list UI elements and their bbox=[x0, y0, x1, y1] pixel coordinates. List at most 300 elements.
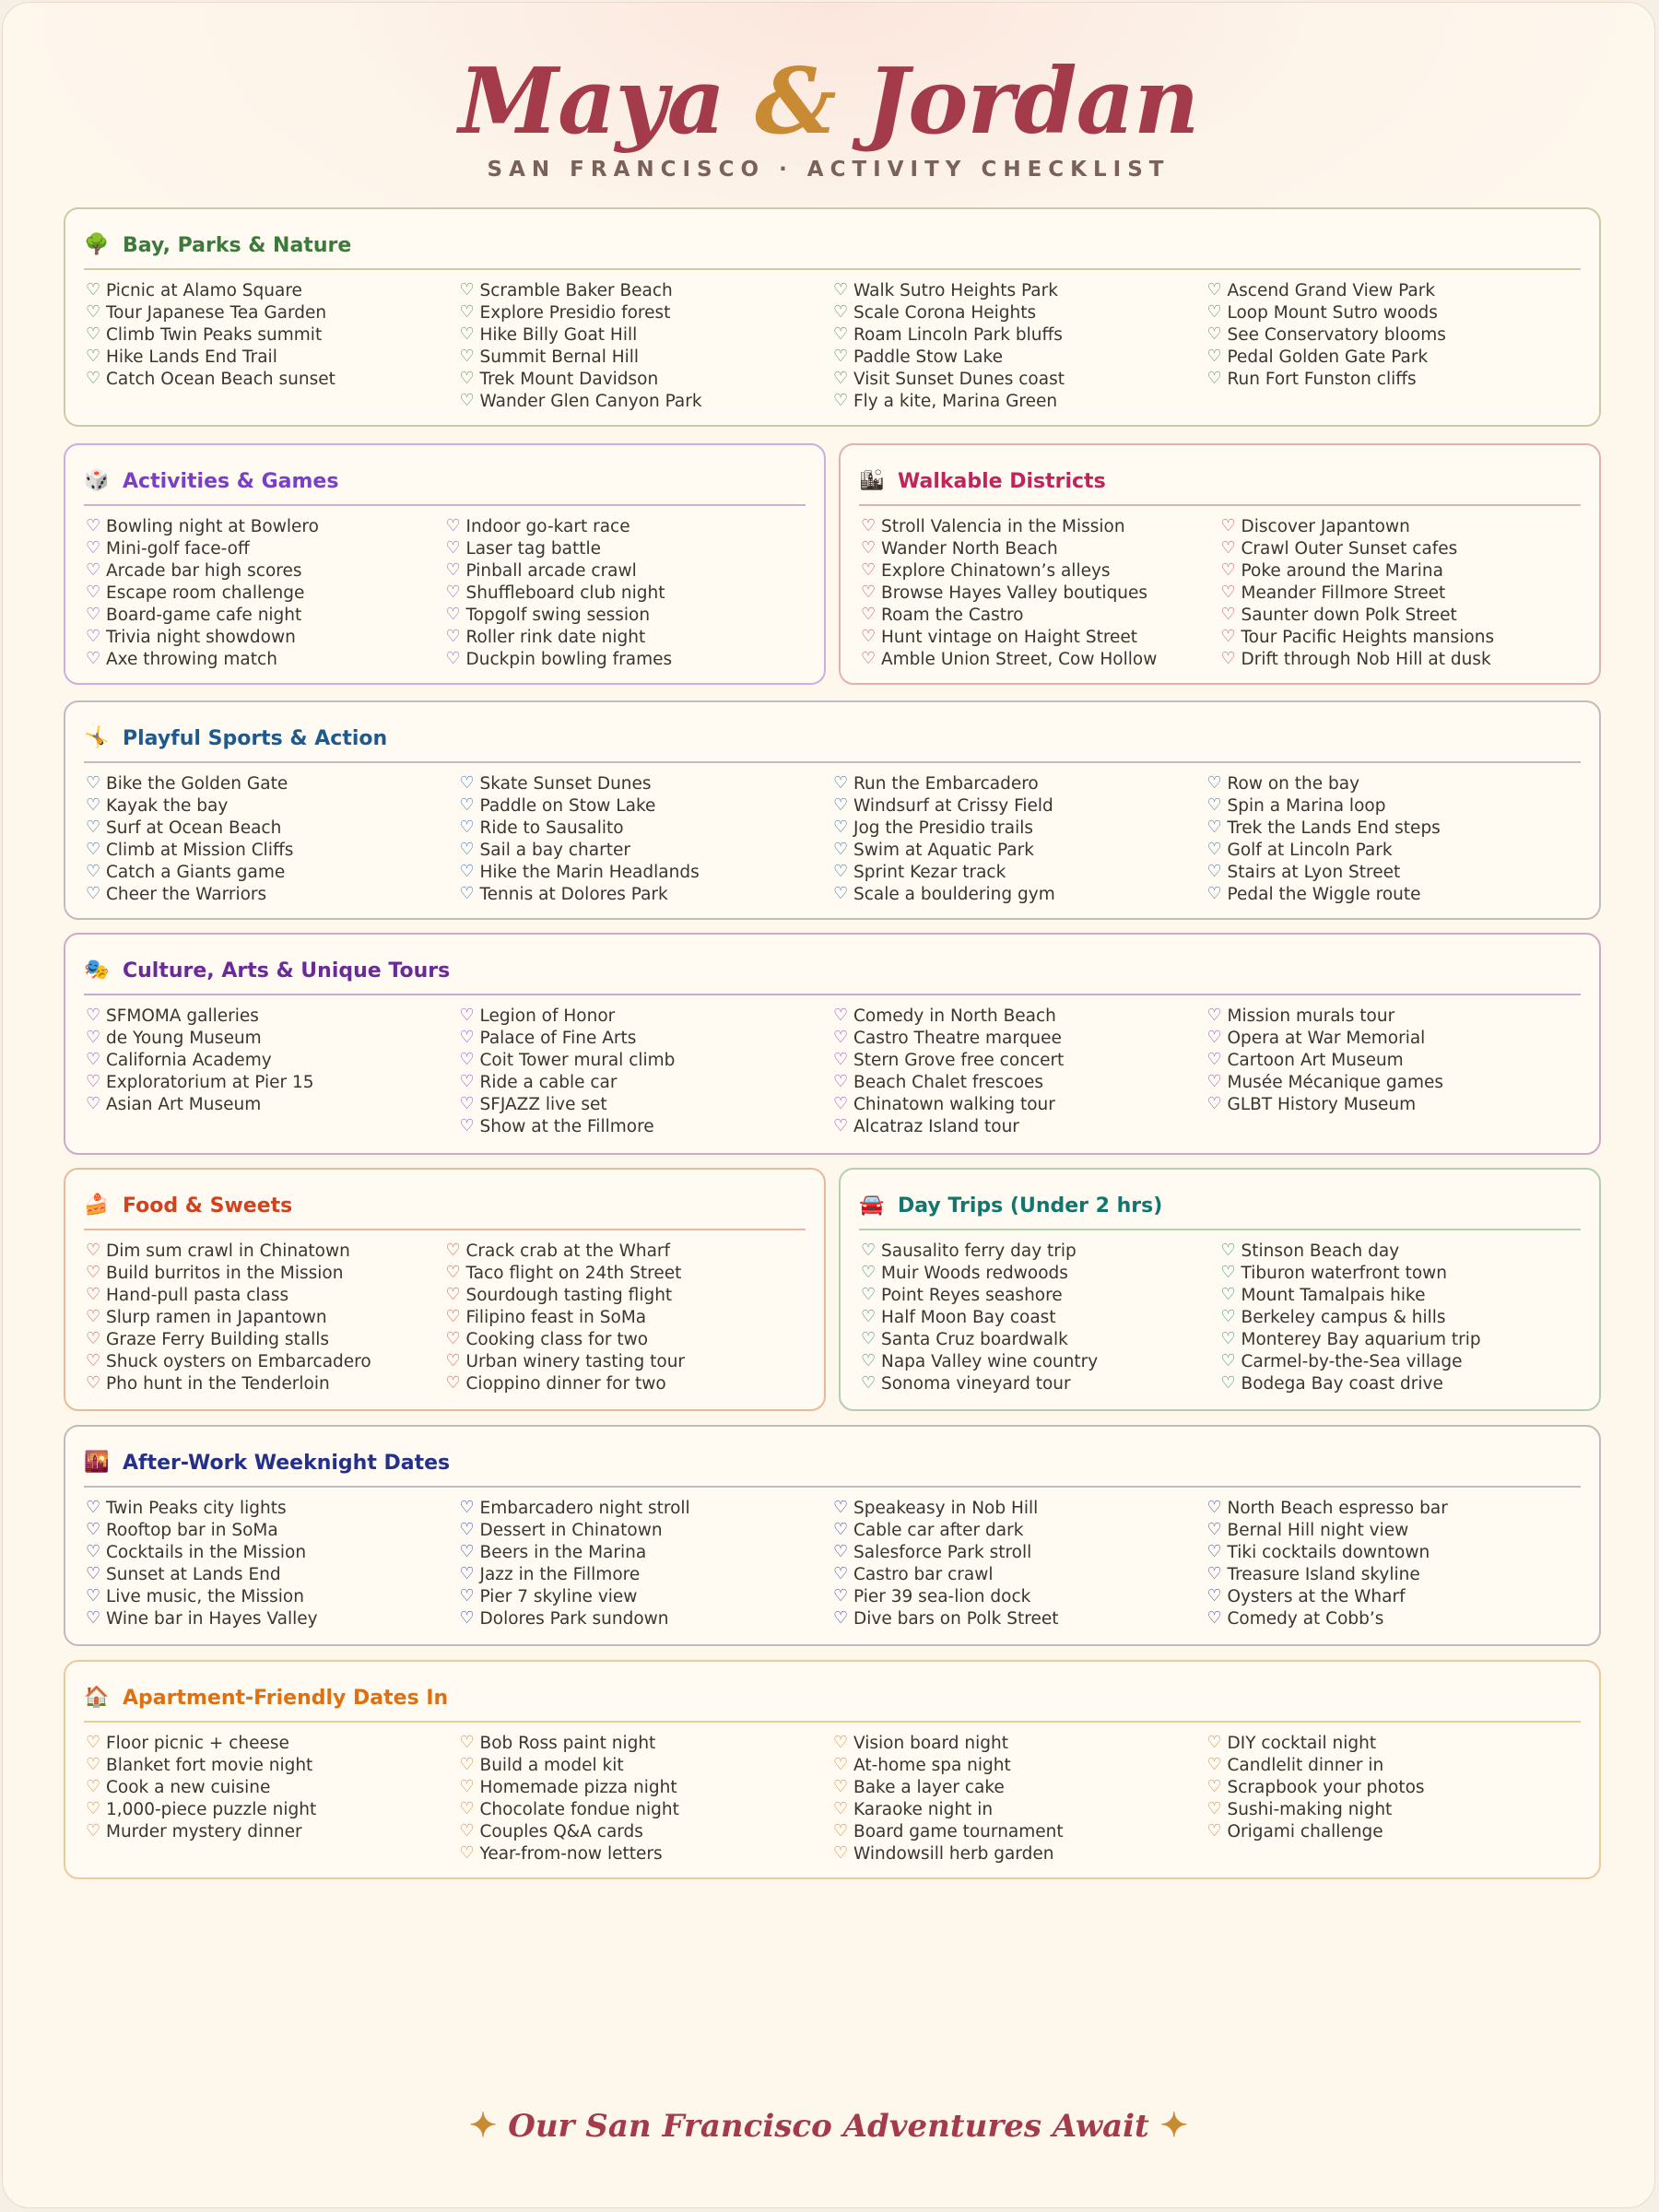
checklist-item[interactable] bbox=[1207, 1607, 1582, 1630]
heart-checkbox-icon[interactable]: ♡ bbox=[833, 1821, 849, 1841]
heart-checkbox-icon[interactable]: ♡ bbox=[861, 627, 877, 646]
heart-checkbox-icon[interactable]: ♡ bbox=[1206, 795, 1222, 815]
checklist-item[interactable] bbox=[86, 1732, 460, 1754]
checklist-item[interactable] bbox=[446, 582, 806, 604]
heart-checkbox-icon[interactable]: ♡ bbox=[445, 538, 461, 558]
heart-checkbox-icon[interactable]: ♡ bbox=[459, 1777, 475, 1796]
checklist-item[interactable] bbox=[460, 301, 834, 324]
heart-checkbox-icon[interactable]: ♡ bbox=[833, 1006, 849, 1025]
heart-checkbox-icon[interactable]: ♡ bbox=[861, 582, 877, 602]
checklist-item[interactable] bbox=[833, 883, 1207, 905]
checklist-item[interactable] bbox=[833, 1027, 1207, 1049]
checklist-item[interactable] bbox=[86, 1306, 446, 1328]
heart-checkbox-icon[interactable]: ♡ bbox=[1220, 649, 1236, 668]
heart-checkbox-icon[interactable]: ♡ bbox=[1206, 1498, 1222, 1517]
heart-checkbox-icon[interactable]: ♡ bbox=[445, 560, 461, 580]
checklist-item[interactable] bbox=[1207, 772, 1582, 794]
heart-checkbox-icon[interactable]: ♡ bbox=[1220, 1285, 1236, 1304]
checklist-item[interactable] bbox=[1221, 1306, 1582, 1328]
checklist-item[interactable] bbox=[460, 1776, 834, 1798]
checklist-item[interactable] bbox=[1221, 1372, 1582, 1394]
checklist-item[interactable] bbox=[460, 861, 834, 883]
heart-checkbox-icon[interactable]: ♡ bbox=[833, 1608, 849, 1628]
heart-checkbox-icon[interactable]: ♡ bbox=[1206, 862, 1222, 881]
heart-checkbox-icon[interactable]: ♡ bbox=[459, 884, 475, 903]
checklist-item[interactable] bbox=[86, 648, 446, 670]
heart-checkbox-icon[interactable]: ♡ bbox=[459, 1028, 475, 1047]
checklist-item[interactable] bbox=[1221, 648, 1582, 670]
checklist-item[interactable] bbox=[1207, 1541, 1582, 1563]
heart-checkbox-icon[interactable]: ♡ bbox=[1220, 1329, 1236, 1348]
checklist-item[interactable] bbox=[833, 1071, 1207, 1093]
checklist-item[interactable] bbox=[460, 1798, 834, 1820]
checklist-item[interactable] bbox=[861, 1240, 1221, 1262]
checklist-item[interactable] bbox=[446, 1328, 806, 1350]
checklist-item[interactable] bbox=[460, 1820, 834, 1842]
heart-checkbox-icon[interactable]: ♡ bbox=[833, 818, 849, 837]
checklist-item[interactable] bbox=[446, 1350, 806, 1372]
heart-checkbox-icon[interactable]: ♡ bbox=[86, 605, 101, 624]
heart-checkbox-icon[interactable]: ♡ bbox=[459, 1520, 475, 1539]
heart-checkbox-icon[interactable]: ♡ bbox=[459, 1116, 475, 1135]
heart-checkbox-icon[interactable]: ♡ bbox=[445, 1351, 461, 1371]
checklist-item[interactable] bbox=[833, 1754, 1207, 1776]
checklist-item[interactable] bbox=[1207, 794, 1582, 817]
checklist-item[interactable] bbox=[1221, 515, 1582, 537]
heart-checkbox-icon[interactable]: ♡ bbox=[445, 605, 461, 624]
heart-checkbox-icon[interactable]: ♡ bbox=[1206, 1733, 1222, 1752]
heart-checkbox-icon[interactable]: ♡ bbox=[445, 1263, 461, 1282]
checklist-item[interactable] bbox=[460, 1071, 834, 1093]
checklist-item[interactable] bbox=[833, 1541, 1207, 1563]
heart-checkbox-icon[interactable]: ♡ bbox=[445, 1307, 461, 1326]
heart-checkbox-icon[interactable]: ♡ bbox=[445, 1373, 461, 1393]
heart-checkbox-icon[interactable]: ♡ bbox=[1220, 605, 1236, 624]
heart-checkbox-icon[interactable]: ♡ bbox=[86, 516, 101, 535]
heart-checkbox-icon[interactable]: ♡ bbox=[1220, 582, 1236, 602]
heart-checkbox-icon[interactable]: ♡ bbox=[833, 1799, 849, 1818]
heart-checkbox-icon[interactable]: ♡ bbox=[86, 1050, 101, 1069]
checklist-item[interactable] bbox=[446, 1284, 806, 1306]
checklist-item[interactable] bbox=[86, 626, 446, 648]
heart-checkbox-icon[interactable]: ♡ bbox=[86, 1329, 101, 1348]
checklist-item[interactable] bbox=[446, 604, 806, 626]
heart-checkbox-icon[interactable]: ♡ bbox=[1206, 1608, 1222, 1628]
checklist-item[interactable] bbox=[1221, 604, 1582, 626]
checklist-item[interactable] bbox=[86, 1820, 460, 1842]
heart-checkbox-icon[interactable]: ♡ bbox=[861, 1307, 877, 1326]
heart-checkbox-icon[interactable]: ♡ bbox=[1220, 560, 1236, 580]
heart-checkbox-icon[interactable]: ♡ bbox=[86, 347, 101, 366]
checklist-item[interactable] bbox=[861, 515, 1221, 537]
heart-checkbox-icon[interactable]: ♡ bbox=[459, 773, 475, 793]
checklist-item[interactable] bbox=[833, 817, 1207, 839]
checklist-item[interactable] bbox=[833, 839, 1207, 861]
checklist-item[interactable] bbox=[1221, 1240, 1582, 1262]
checklist-item[interactable] bbox=[1207, 1497, 1582, 1519]
checklist-item[interactable] bbox=[86, 279, 460, 301]
heart-checkbox-icon[interactable]: ♡ bbox=[86, 560, 101, 580]
checklist-item[interactable] bbox=[86, 1607, 460, 1630]
checklist-item[interactable] bbox=[460, 883, 834, 905]
heart-checkbox-icon[interactable]: ♡ bbox=[861, 605, 877, 624]
checklist-item[interactable] bbox=[460, 1115, 834, 1137]
checklist-item[interactable] bbox=[460, 1093, 834, 1115]
checklist-item[interactable] bbox=[446, 1306, 806, 1328]
heart-checkbox-icon[interactable]: ♡ bbox=[459, 862, 475, 881]
heart-checkbox-icon[interactable]: ♡ bbox=[459, 1843, 475, 1863]
checklist-item[interactable] bbox=[1207, 1798, 1582, 1820]
heart-checkbox-icon[interactable]: ♡ bbox=[459, 1799, 475, 1818]
heart-checkbox-icon[interactable]: ♡ bbox=[86, 1564, 101, 1583]
checklist-item[interactable] bbox=[86, 1497, 460, 1519]
checklist-item[interactable] bbox=[446, 537, 806, 559]
checklist-item[interactable] bbox=[861, 537, 1221, 559]
heart-checkbox-icon[interactable]: ♡ bbox=[86, 884, 101, 903]
heart-checkbox-icon[interactable]: ♡ bbox=[86, 1094, 101, 1113]
checklist-item[interactable] bbox=[833, 346, 1207, 368]
checklist-item[interactable] bbox=[1221, 582, 1582, 604]
checklist-item[interactable] bbox=[460, 368, 834, 390]
heart-checkbox-icon[interactable]: ♡ bbox=[459, 1586, 475, 1606]
checklist-item[interactable] bbox=[460, 1607, 834, 1630]
checklist-item[interactable] bbox=[833, 1497, 1207, 1519]
heart-checkbox-icon[interactable]: ♡ bbox=[86, 862, 101, 881]
checklist-item[interactable] bbox=[86, 817, 460, 839]
checklist-item[interactable] bbox=[460, 1563, 834, 1585]
checklist-item[interactable] bbox=[1221, 537, 1582, 559]
heart-checkbox-icon[interactable]: ♡ bbox=[1206, 324, 1222, 344]
checklist-item[interactable] bbox=[86, 1563, 460, 1585]
heart-checkbox-icon[interactable]: ♡ bbox=[833, 1777, 849, 1796]
heart-checkbox-icon[interactable]: ♡ bbox=[459, 1050, 475, 1069]
checklist-item[interactable] bbox=[86, 1798, 460, 1820]
checklist-item[interactable] bbox=[833, 1005, 1207, 1027]
heart-checkbox-icon[interactable]: ♡ bbox=[445, 582, 461, 602]
checklist-item[interactable] bbox=[833, 1776, 1207, 1798]
checklist-item[interactable] bbox=[1207, 1519, 1582, 1541]
heart-checkbox-icon[interactable]: ♡ bbox=[459, 1733, 475, 1752]
checklist-item[interactable] bbox=[86, 537, 446, 559]
checklist-item[interactable] bbox=[86, 1372, 446, 1394]
checklist-item[interactable] bbox=[446, 559, 806, 582]
checklist-item[interactable] bbox=[1221, 626, 1582, 648]
heart-checkbox-icon[interactable]: ♡ bbox=[833, 795, 849, 815]
checklist-item[interactable] bbox=[86, 301, 460, 324]
heart-checkbox-icon[interactable]: ♡ bbox=[833, 773, 849, 793]
heart-checkbox-icon[interactable]: ♡ bbox=[833, 884, 849, 903]
checklist-item[interactable] bbox=[861, 1350, 1221, 1372]
checklist-item[interactable] bbox=[833, 1115, 1207, 1137]
heart-checkbox-icon[interactable]: ♡ bbox=[1206, 369, 1222, 388]
heart-checkbox-icon[interactable]: ♡ bbox=[459, 302, 475, 322]
heart-checkbox-icon[interactable]: ♡ bbox=[833, 1094, 849, 1113]
checklist-item[interactable] bbox=[833, 794, 1207, 817]
checklist-item[interactable] bbox=[446, 626, 806, 648]
heart-checkbox-icon[interactable]: ♡ bbox=[833, 1072, 849, 1091]
checklist-item[interactable] bbox=[833, 1519, 1207, 1541]
checklist-item[interactable] bbox=[1221, 559, 1582, 582]
heart-checkbox-icon[interactable]: ♡ bbox=[86, 1006, 101, 1025]
heart-checkbox-icon[interactable]: ♡ bbox=[833, 280, 849, 300]
checklist-item[interactable] bbox=[1207, 1820, 1582, 1842]
checklist-item[interactable] bbox=[833, 1585, 1207, 1607]
checklist-item[interactable] bbox=[86, 1027, 460, 1049]
checklist-item[interactable] bbox=[833, 301, 1207, 324]
checklist-item[interactable] bbox=[1207, 301, 1582, 324]
checklist-item[interactable] bbox=[833, 1842, 1207, 1865]
heart-checkbox-icon[interactable]: ♡ bbox=[861, 516, 877, 535]
heart-checkbox-icon[interactable]: ♡ bbox=[1206, 1821, 1222, 1841]
heart-checkbox-icon[interactable]: ♡ bbox=[459, 1542, 475, 1561]
heart-checkbox-icon[interactable]: ♡ bbox=[459, 1608, 475, 1628]
checklist-item[interactable] bbox=[460, 1732, 834, 1754]
checklist-item[interactable] bbox=[861, 1262, 1221, 1284]
heart-checkbox-icon[interactable]: ♡ bbox=[459, 795, 475, 815]
heart-checkbox-icon[interactable]: ♡ bbox=[86, 1072, 101, 1091]
heart-checkbox-icon[interactable]: ♡ bbox=[1206, 1050, 1222, 1069]
checklist-item[interactable] bbox=[460, 390, 834, 412]
heart-checkbox-icon[interactable]: ♡ bbox=[1206, 840, 1222, 859]
checklist-item[interactable] bbox=[861, 1372, 1221, 1394]
heart-checkbox-icon[interactable]: ♡ bbox=[86, 1263, 101, 1282]
checklist-item[interactable] bbox=[1207, 1732, 1582, 1754]
checklist-item[interactable] bbox=[460, 1754, 834, 1776]
checklist-item[interactable] bbox=[86, 1093, 460, 1115]
heart-checkbox-icon[interactable]: ♡ bbox=[86, 649, 101, 668]
checklist-item[interactable] bbox=[861, 1328, 1221, 1350]
heart-checkbox-icon[interactable]: ♡ bbox=[1206, 1072, 1222, 1091]
heart-checkbox-icon[interactable]: ♡ bbox=[445, 1285, 461, 1304]
checklist-item[interactable] bbox=[1207, 1071, 1582, 1093]
checklist-item[interactable] bbox=[833, 1093, 1207, 1115]
heart-checkbox-icon[interactable]: ♡ bbox=[86, 324, 101, 344]
heart-checkbox-icon[interactable]: ♡ bbox=[833, 391, 849, 410]
checklist-item[interactable] bbox=[460, 1049, 834, 1071]
checklist-item[interactable] bbox=[1207, 1005, 1582, 1027]
heart-checkbox-icon[interactable]: ♡ bbox=[459, 369, 475, 388]
heart-checkbox-icon[interactable]: ♡ bbox=[459, 1498, 475, 1517]
checklist-item[interactable] bbox=[86, 604, 446, 626]
heart-checkbox-icon[interactable]: ♡ bbox=[459, 1006, 475, 1025]
checklist-item[interactable] bbox=[86, 515, 446, 537]
checklist-item[interactable] bbox=[86, 1541, 460, 1563]
heart-checkbox-icon[interactable]: ♡ bbox=[833, 862, 849, 881]
checklist-item[interactable] bbox=[460, 1027, 834, 1049]
heart-checkbox-icon[interactable]: ♡ bbox=[1206, 302, 1222, 322]
heart-checkbox-icon[interactable]: ♡ bbox=[1220, 1351, 1236, 1371]
heart-checkbox-icon[interactable]: ♡ bbox=[861, 1329, 877, 1348]
heart-checkbox-icon[interactable]: ♡ bbox=[86, 1028, 101, 1047]
heart-checkbox-icon[interactable]: ♡ bbox=[86, 1241, 101, 1260]
checklist-item[interactable] bbox=[86, 1071, 460, 1093]
heart-checkbox-icon[interactable]: ♡ bbox=[86, 1821, 101, 1841]
heart-checkbox-icon[interactable]: ♡ bbox=[86, 1498, 101, 1517]
checklist-item[interactable] bbox=[460, 1497, 834, 1519]
heart-checkbox-icon[interactable]: ♡ bbox=[833, 1498, 849, 1517]
checklist-item[interactable] bbox=[86, 1328, 446, 1350]
checklist-item[interactable] bbox=[1207, 861, 1582, 883]
heart-checkbox-icon[interactable]: ♡ bbox=[1220, 1373, 1236, 1393]
heart-checkbox-icon[interactable]: ♡ bbox=[86, 627, 101, 646]
checklist-item[interactable] bbox=[86, 1262, 446, 1284]
heart-checkbox-icon[interactable]: ♡ bbox=[861, 649, 877, 668]
checklist-item[interactable] bbox=[1207, 817, 1582, 839]
heart-checkbox-icon[interactable]: ♡ bbox=[86, 1586, 101, 1606]
checklist-item[interactable] bbox=[833, 1798, 1207, 1820]
checklist-item[interactable] bbox=[1207, 1027, 1582, 1049]
checklist-item[interactable] bbox=[1207, 1093, 1582, 1115]
heart-checkbox-icon[interactable]: ♡ bbox=[86, 795, 101, 815]
checklist-item[interactable] bbox=[1207, 883, 1582, 905]
heart-checkbox-icon[interactable]: ♡ bbox=[833, 1050, 849, 1069]
heart-checkbox-icon[interactable]: ♡ bbox=[1206, 1542, 1222, 1561]
heart-checkbox-icon[interactable]: ♡ bbox=[86, 773, 101, 793]
heart-checkbox-icon[interactable]: ♡ bbox=[833, 324, 849, 344]
checklist-item[interactable] bbox=[460, 1842, 834, 1865]
checklist-item[interactable] bbox=[460, 1541, 834, 1563]
checklist-item[interactable] bbox=[86, 368, 460, 390]
heart-checkbox-icon[interactable]: ♡ bbox=[833, 1520, 849, 1539]
checklist-item[interactable] bbox=[446, 648, 806, 670]
heart-checkbox-icon[interactable]: ♡ bbox=[86, 1777, 101, 1796]
heart-checkbox-icon[interactable]: ♡ bbox=[1206, 347, 1222, 366]
heart-checkbox-icon[interactable]: ♡ bbox=[86, 1542, 101, 1561]
heart-checkbox-icon[interactable]: ♡ bbox=[86, 1755, 101, 1774]
checklist-item[interactable] bbox=[1207, 1754, 1582, 1776]
checklist-item[interactable] bbox=[833, 1607, 1207, 1630]
checklist-item[interactable] bbox=[86, 772, 460, 794]
checklist-item[interactable] bbox=[86, 794, 460, 817]
heart-checkbox-icon[interactable]: ♡ bbox=[1220, 538, 1236, 558]
checklist-item[interactable] bbox=[86, 883, 460, 905]
heart-checkbox-icon[interactable]: ♡ bbox=[459, 280, 475, 300]
heart-checkbox-icon[interactable]: ♡ bbox=[86, 818, 101, 837]
heart-checkbox-icon[interactable]: ♡ bbox=[833, 1542, 849, 1561]
heart-checkbox-icon[interactable]: ♡ bbox=[833, 1028, 849, 1047]
checklist-item[interactable] bbox=[861, 1306, 1221, 1328]
heart-checkbox-icon[interactable]: ♡ bbox=[833, 840, 849, 859]
heart-checkbox-icon[interactable]: ♡ bbox=[1206, 1799, 1222, 1818]
heart-checkbox-icon[interactable]: ♡ bbox=[1206, 1777, 1222, 1796]
heart-checkbox-icon[interactable]: ♡ bbox=[1206, 1028, 1222, 1047]
checklist-item[interactable] bbox=[86, 1005, 460, 1027]
checklist-item[interactable] bbox=[1207, 279, 1582, 301]
heart-checkbox-icon[interactable]: ♡ bbox=[86, 1285, 101, 1304]
heart-checkbox-icon[interactable]: ♡ bbox=[86, 1608, 101, 1628]
checklist-item[interactable] bbox=[861, 604, 1221, 626]
heart-checkbox-icon[interactable]: ♡ bbox=[86, 582, 101, 602]
heart-checkbox-icon[interactable]: ♡ bbox=[1206, 1006, 1222, 1025]
checklist-item[interactable] bbox=[833, 1820, 1207, 1842]
heart-checkbox-icon[interactable]: ♡ bbox=[86, 369, 101, 388]
checklist-item[interactable] bbox=[86, 1776, 460, 1798]
heart-checkbox-icon[interactable]: ♡ bbox=[1206, 1564, 1222, 1583]
checklist-item[interactable] bbox=[86, 324, 460, 346]
heart-checkbox-icon[interactable]: ♡ bbox=[445, 1329, 461, 1348]
heart-checkbox-icon[interactable]: ♡ bbox=[1206, 1094, 1222, 1113]
checklist-item[interactable] bbox=[86, 1519, 460, 1541]
heart-checkbox-icon[interactable]: ♡ bbox=[861, 1285, 877, 1304]
heart-checkbox-icon[interactable]: ♡ bbox=[861, 1373, 877, 1393]
checklist-item[interactable] bbox=[446, 515, 806, 537]
heart-checkbox-icon[interactable]: ♡ bbox=[833, 1843, 849, 1863]
heart-checkbox-icon[interactable]: ♡ bbox=[459, 1564, 475, 1583]
heart-checkbox-icon[interactable]: ♡ bbox=[1206, 1755, 1222, 1774]
checklist-item[interactable] bbox=[86, 1350, 446, 1372]
checklist-item[interactable] bbox=[86, 1284, 446, 1306]
heart-checkbox-icon[interactable]: ♡ bbox=[459, 1755, 475, 1774]
heart-checkbox-icon[interactable]: ♡ bbox=[1206, 818, 1222, 837]
heart-checkbox-icon[interactable]: ♡ bbox=[459, 1094, 475, 1113]
checklist-item[interactable] bbox=[86, 839, 460, 861]
checklist-item[interactable] bbox=[1207, 1049, 1582, 1071]
checklist-item[interactable] bbox=[833, 279, 1207, 301]
heart-checkbox-icon[interactable]: ♡ bbox=[1206, 280, 1222, 300]
heart-checkbox-icon[interactable]: ♡ bbox=[445, 649, 461, 668]
heart-checkbox-icon[interactable]: ♡ bbox=[1206, 1520, 1222, 1539]
checklist-item[interactable] bbox=[86, 559, 446, 582]
checklist-item[interactable] bbox=[446, 1372, 806, 1394]
checklist-item[interactable] bbox=[1207, 324, 1582, 346]
heart-checkbox-icon[interactable]: ♡ bbox=[833, 1586, 849, 1606]
heart-checkbox-icon[interactable]: ♡ bbox=[1206, 884, 1222, 903]
heart-checkbox-icon[interactable]: ♡ bbox=[86, 840, 101, 859]
checklist-item[interactable] bbox=[1221, 1262, 1582, 1284]
checklist-item[interactable] bbox=[1207, 839, 1582, 861]
heart-checkbox-icon[interactable]: ♡ bbox=[459, 391, 475, 410]
heart-checkbox-icon[interactable]: ♡ bbox=[1220, 516, 1236, 535]
heart-checkbox-icon[interactable]: ♡ bbox=[459, 347, 475, 366]
heart-checkbox-icon[interactable]: ♡ bbox=[861, 560, 877, 580]
checklist-item[interactable] bbox=[460, 1005, 834, 1027]
checklist-item[interactable] bbox=[861, 1284, 1221, 1306]
checklist-item[interactable] bbox=[460, 794, 834, 817]
heart-checkbox-icon[interactable]: ♡ bbox=[861, 538, 877, 558]
checklist-item[interactable] bbox=[460, 817, 834, 839]
checklist-item[interactable] bbox=[86, 1754, 460, 1776]
heart-checkbox-icon[interactable]: ♡ bbox=[86, 1520, 101, 1539]
heart-checkbox-icon[interactable]: ♡ bbox=[86, 280, 101, 300]
heart-checkbox-icon[interactable]: ♡ bbox=[445, 1241, 461, 1260]
heart-checkbox-icon[interactable]: ♡ bbox=[833, 1755, 849, 1774]
checklist-item[interactable] bbox=[460, 1519, 834, 1541]
heart-checkbox-icon[interactable]: ♡ bbox=[1220, 1307, 1236, 1326]
checklist-item[interactable] bbox=[861, 582, 1221, 604]
heart-checkbox-icon[interactable]: ♡ bbox=[445, 516, 461, 535]
checklist-item[interactable] bbox=[833, 390, 1207, 412]
heart-checkbox-icon[interactable]: ♡ bbox=[833, 1564, 849, 1583]
heart-checkbox-icon[interactable]: ♡ bbox=[1206, 1586, 1222, 1606]
heart-checkbox-icon[interactable]: ♡ bbox=[86, 1799, 101, 1818]
checklist-item[interactable] bbox=[1207, 1563, 1582, 1585]
heart-checkbox-icon[interactable]: ♡ bbox=[1206, 773, 1222, 793]
checklist-item[interactable] bbox=[833, 861, 1207, 883]
checklist-item[interactable] bbox=[833, 1049, 1207, 1071]
checklist-item[interactable] bbox=[1207, 1585, 1582, 1607]
checklist-item[interactable] bbox=[1207, 1776, 1582, 1798]
heart-checkbox-icon[interactable]: ♡ bbox=[1220, 1241, 1236, 1260]
heart-checkbox-icon[interactable]: ♡ bbox=[459, 840, 475, 859]
checklist-item[interactable] bbox=[1207, 346, 1582, 368]
checklist-item[interactable] bbox=[1221, 1284, 1582, 1306]
heart-checkbox-icon[interactable]: ♡ bbox=[459, 1821, 475, 1841]
heart-checkbox-icon[interactable]: ♡ bbox=[833, 369, 849, 388]
heart-checkbox-icon[interactable]: ♡ bbox=[445, 627, 461, 646]
heart-checkbox-icon[interactable]: ♡ bbox=[861, 1351, 877, 1371]
heart-checkbox-icon[interactable]: ♡ bbox=[861, 1263, 877, 1282]
checklist-item[interactable] bbox=[446, 1262, 806, 1284]
